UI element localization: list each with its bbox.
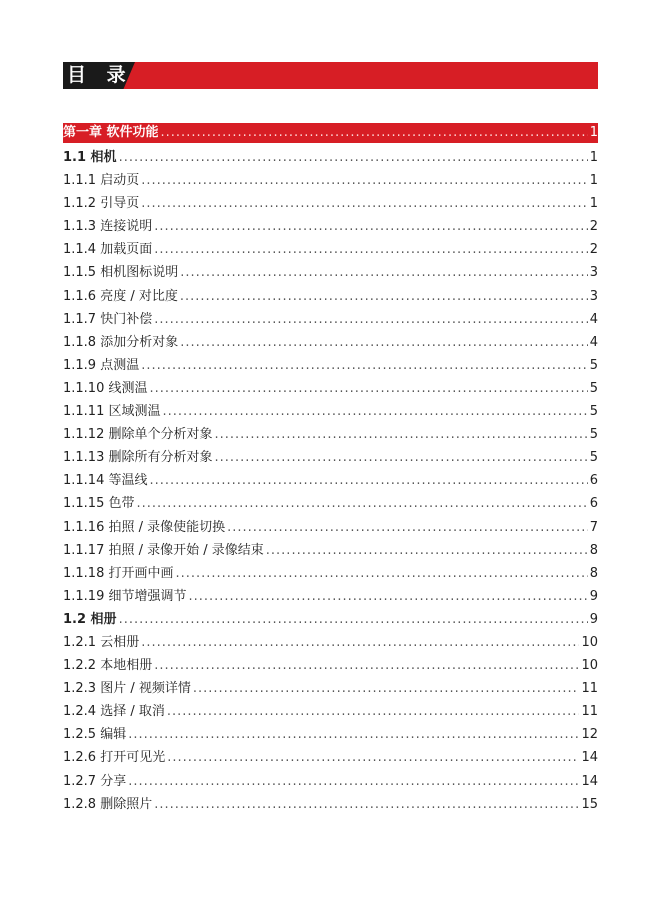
toc-entry[interactable] xyxy=(63,469,598,492)
toc-entry[interactable] xyxy=(63,215,598,238)
toc-entry-page: 2 xyxy=(589,242,598,258)
toc-entry-label: 1.2.6 打开可见光 xyxy=(63,750,166,766)
dot-leader xyxy=(141,192,588,215)
toc-entry-page: 2 xyxy=(589,219,598,235)
toc-entry-page: 14 xyxy=(581,750,598,766)
toc-entry-label: 1.2 相册 xyxy=(63,611,117,627)
toc-entry-label: 1.2.3 图片 / 视频详情 xyxy=(63,681,191,697)
toc-entry-label: 1.1.5 相机图标说明 xyxy=(63,265,179,281)
dot-leader xyxy=(154,793,579,816)
dot-leader xyxy=(214,423,587,446)
toc-entry-page: 14 xyxy=(581,773,598,789)
dot-leader xyxy=(214,446,587,469)
dot-leader xyxy=(141,631,579,654)
toc-entry-page: 10 xyxy=(581,658,598,674)
toc-entry-label: 1.1.2 引导页 xyxy=(63,196,140,212)
toc-entry[interactable] xyxy=(63,146,598,169)
toc-entry-page: 8 xyxy=(589,565,598,581)
dot-leader xyxy=(167,700,580,723)
toc-entry-label: 1.1.8 添加分析对象 xyxy=(63,334,179,350)
toc-entry-page: 3 xyxy=(589,265,598,281)
dot-leader xyxy=(167,746,579,769)
toc-entry[interactable] xyxy=(63,331,598,354)
toc-entry-page: 11 xyxy=(581,704,598,720)
toc-entry[interactable] xyxy=(63,123,598,143)
dot-leader xyxy=(141,169,588,192)
toc-entry[interactable] xyxy=(63,654,598,677)
toc-header-bar xyxy=(63,62,598,89)
toc-entry[interactable] xyxy=(63,631,598,654)
toc-entry[interactable] xyxy=(63,238,598,261)
toc-entry[interactable] xyxy=(63,677,598,700)
toc-entry-page: 5 xyxy=(589,357,598,373)
dot-leader xyxy=(136,492,587,515)
dot-leader xyxy=(119,608,588,631)
dot-leader xyxy=(227,516,588,539)
toc-entry[interactable] xyxy=(63,562,598,585)
dot-leader xyxy=(149,469,587,492)
toc-entry[interactable] xyxy=(63,169,598,192)
toc-entry-page: 6 xyxy=(589,473,598,489)
toc-entry-label: 1.1.3 连接说明 xyxy=(63,219,153,235)
toc-entry[interactable] xyxy=(63,354,598,377)
toc-entry[interactable] xyxy=(63,492,598,515)
toc-entry[interactable] xyxy=(63,608,598,631)
dot-leader xyxy=(154,308,588,331)
toc-entry-label: 1.1.6 亮度 / 对比度 xyxy=(63,288,178,304)
toc-entry-page: 1 xyxy=(589,125,598,140)
toc-entry-label: 1.1 相机 xyxy=(63,150,117,165)
dot-leader xyxy=(154,215,588,238)
toc-entry[interactable] xyxy=(63,746,598,769)
toc-entry-label: 1.2.4 选择 / 取消 xyxy=(63,704,165,720)
toc-entry-page: 5 xyxy=(589,427,598,443)
table-of-contents xyxy=(63,123,598,816)
dot-leader xyxy=(162,400,587,423)
dot-leader xyxy=(180,331,588,354)
toc-entry-page: 10 xyxy=(581,634,598,650)
toc-entry-label: 第一章 软件功能 xyxy=(63,125,159,140)
toc-entry[interactable] xyxy=(63,585,598,608)
toc-entry-label: 1.1.4 加载页面 xyxy=(63,242,153,258)
toc-entry-label: 1.1.1 启动页 xyxy=(63,173,140,189)
toc-entry-page: 9 xyxy=(589,611,598,627)
toc-entry-label: 1.2.8 删除照片 xyxy=(63,796,153,812)
toc-entry[interactable] xyxy=(63,377,598,400)
dot-leader xyxy=(188,585,587,608)
toc-entry[interactable] xyxy=(63,400,598,423)
toc-entry-label: 1.1.9 点测温 xyxy=(63,357,140,373)
toc-entry-label: 1.1.11 区域测温 xyxy=(63,404,161,420)
toc-entry[interactable] xyxy=(63,793,598,816)
dot-leader xyxy=(266,539,588,562)
toc-entry-page: 11 xyxy=(581,681,598,697)
dot-leader xyxy=(149,377,587,400)
dot-leader xyxy=(119,146,588,169)
toc-entry-label: 1.1.17 拍照 / 录像开始 / 录像结束 xyxy=(63,542,264,558)
toc-entry[interactable] xyxy=(63,723,598,746)
toc-entry[interactable] xyxy=(63,261,598,284)
toc-entry-label: 1.1.19 细节增强调节 xyxy=(63,588,187,604)
toc-entry[interactable] xyxy=(63,308,598,331)
toc-entry-page: 6 xyxy=(589,496,598,512)
toc-entry-page: 15 xyxy=(581,796,598,812)
toc-entry-label: 1.1.7 快门补偿 xyxy=(63,311,153,327)
toc-title: 目 录 xyxy=(67,64,133,86)
toc-entry-page: 8 xyxy=(589,542,598,558)
toc-entry-label: 1.2.5 编辑 xyxy=(63,727,127,743)
toc-entry[interactable] xyxy=(63,539,598,562)
toc-entry-label: 1.1.13 删除所有分析对象 xyxy=(63,450,213,466)
toc-entry-page: 7 xyxy=(589,519,598,535)
toc-entry-page: 12 xyxy=(581,727,598,743)
toc-entry-page: 1 xyxy=(589,196,598,212)
toc-entry-label: 1.1.14 等温线 xyxy=(63,473,148,489)
toc-entry-page: 1 xyxy=(589,173,598,189)
toc-entry-page: 9 xyxy=(589,588,598,604)
toc-entry-page: 4 xyxy=(589,311,598,327)
toc-entry-label: 1.2.1 云相册 xyxy=(63,634,140,650)
toc-entry-page: 3 xyxy=(589,288,598,304)
dot-leader xyxy=(175,562,587,585)
toc-entry[interactable] xyxy=(63,423,598,446)
toc-entry-label: 1.2.2 本地相册 xyxy=(63,658,153,674)
toc-entry-page: 4 xyxy=(589,334,598,350)
toc-entry[interactable] xyxy=(63,446,598,469)
dot-leader xyxy=(180,261,588,284)
toc-entry-page: 5 xyxy=(589,404,598,420)
toc-entry[interactable] xyxy=(63,285,598,308)
toc-entry[interactable] xyxy=(63,770,598,793)
dot-leader xyxy=(128,723,579,746)
toc-entry-label: 1.1.16 拍照 / 录像使能切换 xyxy=(63,519,226,535)
toc-entry[interactable] xyxy=(63,192,598,215)
toc-entry-page: 5 xyxy=(589,450,598,466)
dot-leader xyxy=(154,238,588,261)
toc-entry-page: 5 xyxy=(589,380,598,396)
toc-entry-label: 1.1.18 打开画中画 xyxy=(63,565,174,581)
dot-leader xyxy=(161,123,588,143)
toc-entry-page: 1 xyxy=(589,150,598,165)
dot-leader xyxy=(193,677,580,700)
toc-entry[interactable] xyxy=(63,516,598,539)
toc-entry-label: 1.1.15 色带 xyxy=(63,496,135,512)
dot-leader xyxy=(180,285,588,308)
dot-leader xyxy=(141,354,588,377)
dot-leader xyxy=(128,770,579,793)
toc-entry-label: 1.1.12 删除单个分析对象 xyxy=(63,427,213,443)
toc-entry-label: 1.2.7 分享 xyxy=(63,773,127,789)
toc-entry-label: 1.1.10 线测温 xyxy=(63,380,148,396)
toc-entry[interactable] xyxy=(63,700,598,723)
dot-leader xyxy=(154,654,579,677)
